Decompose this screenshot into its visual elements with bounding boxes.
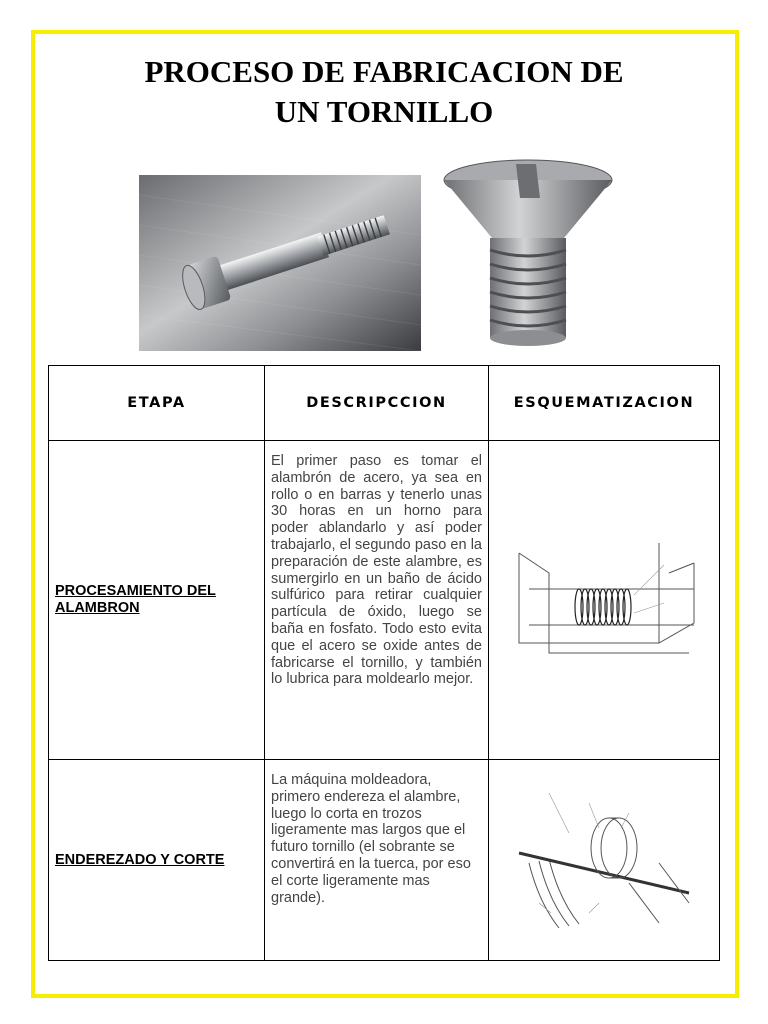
process-table	[48, 365, 720, 961]
stage-cell: PROCESAMIENTO DEL ALAMBRON	[49, 441, 265, 760]
header-descripccion: DESCRIPCCION	[265, 366, 489, 441]
header-etapa: ETAPA	[49, 366, 265, 441]
straightening-cutting-sketch	[509, 773, 699, 943]
table-row	[49, 441, 720, 760]
steel-bolt-photo	[139, 175, 421, 351]
wire-coil-rack-sketch	[509, 533, 699, 663]
table-header-row	[49, 366, 720, 441]
sketch-cell	[489, 760, 720, 961]
table-row	[49, 760, 720, 961]
description-cell: El primer paso es tomar el alambrón de acero, ya sea en rollo o en barras y tenerlo unas 30 horas en un horno para poder ablandarlo y así poder trabajarlo, el segundo paso en la preparación de este alambre, es sumergirlo en un baño de ácido sulfúrico para retirar cualquier partícula de óxido, luego se baña en fosfato. Todo esto evita que el acero se oxide antes de fabricarse el tornillo, y también lo lubrica para moldearlo mejor.	[265, 441, 489, 760]
sketch-cell	[489, 441, 720, 760]
title-line-2: UN TORNILLO	[274, 94, 494, 129]
stage-cell: ENDEREZADO Y CORTE	[49, 760, 265, 961]
description-cell: La máquina moldeadora, primero endereza el alambre, luego lo corta en trozos ligeramente mas largos que el futuro tornillo (el sobrante se convertirá en la tuerca, por eso el corte ligeramente mas grande).	[265, 760, 489, 961]
title-line-1: PROCESO DE FABRICACION DE	[144, 54, 624, 89]
header-esquematizacion: ESQUEMATIZACION	[489, 366, 720, 441]
countersunk-screw-render	[440, 158, 618, 348]
